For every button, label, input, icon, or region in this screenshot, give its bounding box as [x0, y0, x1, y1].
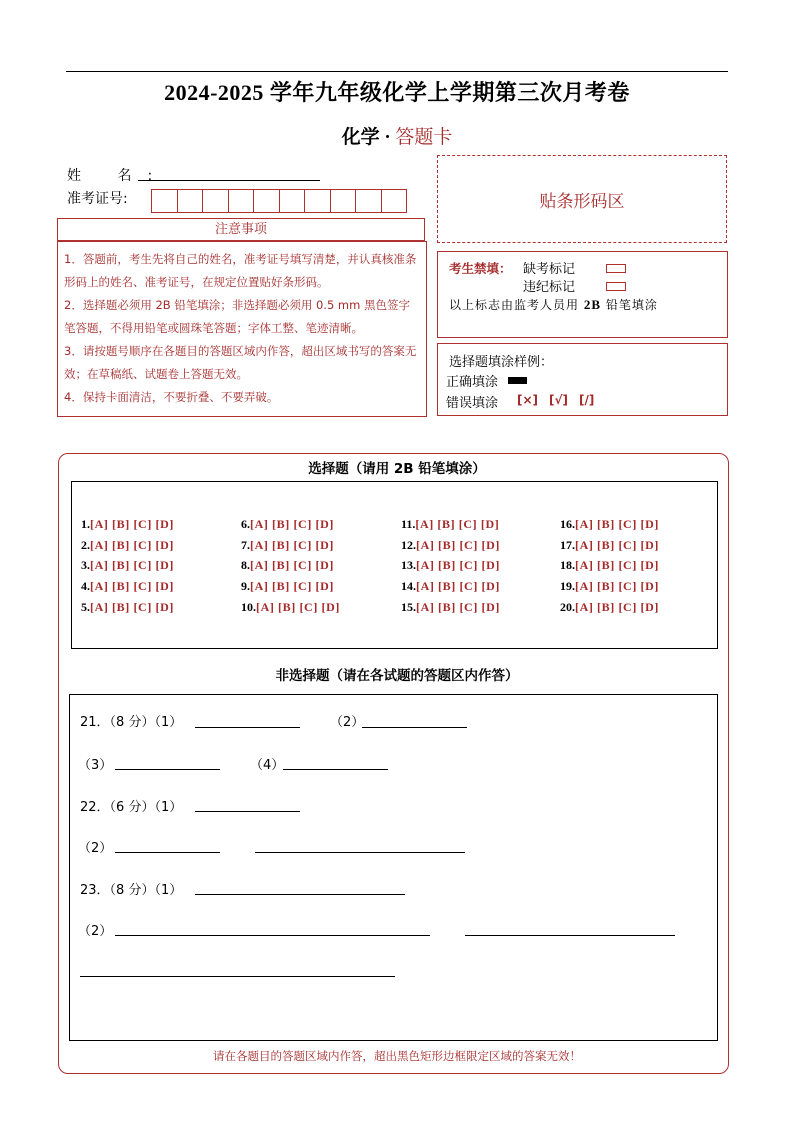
choice-question[interactable]: [81, 597, 174, 618]
question-number: 2.: [81, 537, 90, 552]
q21-1-answer-line[interactable]: [195, 727, 300, 728]
note-item: 2．选择题必须用 2B 铅笔填涂；非选择题必须用 0.5 mm 黑色签字笔答题，不得用铅笔或圆珠笔答题；字体工整、笔迹清晰。: [64, 298, 410, 335]
page-title: 2024-2025 学年九年级化学上学期第三次月考卷: [164, 80, 630, 105]
correct-fill-swatch: [508, 377, 527, 384]
q23-2-answer-line[interactable]: [115, 935, 430, 936]
answer-options[interactable]: [A] [B] [C] [D]: [575, 558, 659, 573]
question-number: 5.: [81, 599, 90, 614]
exam-id-digit-box[interactable]: [330, 189, 357, 213]
question-number: 19.: [560, 579, 575, 594]
exam-id-digit-box[interactable]: [355, 189, 382, 213]
choice-column: [560, 514, 659, 618]
q22-2b-answer-line[interactable]: [255, 852, 465, 853]
q23-2b-answer-line[interactable]: [465, 935, 675, 936]
answer-options[interactable]: [A] [B] [C] [D]: [415, 517, 500, 531]
notes-title-text: 注意事项: [214, 222, 267, 237]
question-number: 8.: [241, 558, 250, 573]
choice-section-title: 选择题（请用 2B 铅笔填涂）: [308, 461, 486, 477]
question-number: 10.: [241, 599, 256, 614]
fill-sample-title: 选择题填涂样例：: [449, 355, 554, 370]
choice-question[interactable]: [401, 597, 500, 618]
wrong-mark: [√]: [549, 393, 569, 407]
question-number: 14.: [401, 579, 416, 594]
barcode-area: 贴条形码区: [437, 155, 727, 243]
answer-options[interactable]: [A] [B] [C] [D]: [90, 517, 174, 531]
q21-2-label: （2）: [330, 715, 365, 730]
choice-question[interactable]: [81, 555, 174, 576]
answer-options[interactable]: [A] [B] [C] [D]: [575, 599, 659, 614]
exam-id-digit-box[interactable]: [151, 189, 178, 213]
answer-options[interactable]: [A] [B] [C] [D]: [250, 579, 334, 594]
answer-options[interactable]: [A] [B] [C] [D]: [575, 579, 659, 594]
absent-mark-box[interactable]: [606, 264, 626, 273]
subject-label: 化学 ·: [341, 127, 396, 148]
exam-id-boxes[interactable]: [151, 189, 406, 212]
question-number: 1.: [81, 517, 90, 531]
q22-2-answer-line[interactable]: [115, 852, 220, 853]
question-number: 12.: [401, 537, 416, 552]
choice-question[interactable]: [241, 514, 340, 535]
q21-2-answer-line[interactable]: [362, 727, 467, 728]
answer-options[interactable]: [A] [B] [C] [D]: [90, 579, 174, 594]
q21-3-answer-line[interactable]: [115, 769, 220, 770]
question-number: 16.: [560, 517, 575, 531]
question-number: 13.: [401, 558, 416, 573]
q23-label: 23．（8 分）（1）: [80, 883, 183, 898]
choice-question[interactable]: [241, 597, 340, 618]
choice-question[interactable]: [241, 576, 340, 597]
open-answer-box: [69, 694, 718, 1041]
absent-mark-label: 缺考标记: [523, 262, 576, 277]
answer-options[interactable]: [A] [B] [C] [D]: [575, 517, 659, 531]
q23-2-label: （2）: [78, 924, 113, 939]
q22-1-answer-line[interactable]: [195, 811, 300, 812]
note-item: 3．请按题号顺序在各题目的答题区域内作答，超出区域书写的答案无效；在草稿纸、试题卷上答题无效。: [64, 344, 417, 381]
question-number: 4.: [81, 579, 90, 594]
note-item: 1．答题前，考生先将自己的姓名，准考证号填写清楚，并认真核准条形码上的姓名、准考证号，在规定位置贴好条形码。: [64, 252, 417, 289]
choice-question[interactable]: [560, 576, 659, 597]
question-number: 9.: [241, 579, 250, 594]
open-section-title: 非选择题（请在各试题的答题区内作答）: [275, 668, 519, 684]
choice-question[interactable]: [560, 514, 659, 535]
exam-id-digit-box[interactable]: [381, 189, 408, 213]
choice-question[interactable]: [560, 555, 659, 576]
choice-column: [241, 514, 340, 618]
q21-4-label: （4）: [250, 758, 285, 773]
choice-question[interactable]: [241, 555, 340, 576]
answer-options[interactable]: [A] [B] [C] [D]: [250, 537, 334, 552]
prohibited-note-text: 以上标志由监考人员用: [449, 298, 580, 312]
prohibited-note-end: 铅笔填涂: [605, 298, 658, 312]
question-number: 20.: [560, 599, 575, 614]
question-number: 17.: [560, 537, 575, 552]
choice-question[interactable]: [401, 576, 500, 597]
question-number: 11.: [401, 517, 416, 531]
top-rule: [66, 71, 728, 72]
q22-2-label: （2）: [78, 841, 113, 856]
answer-options[interactable]: [A] [B] [C] [D]: [256, 599, 340, 614]
page-subtitle: [0, 122, 794, 149]
note-item: 4．保持卡面清洁，不要折叠、不要弄破。: [64, 390, 279, 404]
choice-question[interactable]: [401, 535, 500, 556]
q23-2c-answer-line[interactable]: [80, 976, 395, 977]
answer-options[interactable]: [A] [B] [C] [D]: [416, 579, 500, 594]
choice-question[interactable]: [560, 597, 659, 618]
name-label: 姓 名:: [67, 168, 169, 184]
q22-label: 22．（6 分）（1）: [80, 800, 183, 815]
name-field[interactable]: [138, 180, 320, 181]
exam-id-digit-box[interactable]: [177, 189, 204, 213]
q21-3-label: （3）: [78, 758, 113, 773]
answer-options[interactable]: [A] [B] [C] [D]: [90, 599, 174, 614]
exam-id-digit-box[interactable]: [202, 189, 229, 213]
answer-options[interactable]: [A] [B] [C] [D]: [90, 537, 174, 552]
question-number: 7.: [241, 537, 250, 552]
answer-options[interactable]: [A] [B] [C] [D]: [250, 558, 334, 573]
choice-question[interactable]: [81, 514, 174, 535]
answer-options[interactable]: [A] [B] [C] [D]: [416, 558, 500, 573]
choice-question[interactable]: [401, 555, 500, 576]
exam-id-digit-box[interactable]: [228, 189, 255, 213]
violation-mark-label: 违纪标记: [523, 280, 576, 295]
card-label: 答题卡: [395, 127, 453, 148]
choice-column: [81, 514, 174, 618]
question-number: 15.: [401, 599, 416, 614]
q21-label: 21．（8 分）（1）: [80, 715, 183, 730]
answer-options[interactable]: [A] [B] [C] [D]: [416, 599, 500, 614]
choice-column: [401, 514, 500, 618]
answer-options[interactable]: [A] [B] [C] [D]: [416, 537, 500, 552]
correct-fill-label: 正确填涂: [446, 375, 499, 390]
choice-question[interactable]: [560, 535, 659, 556]
wrong-mark: [/]: [579, 393, 595, 407]
wrong-fill-marks: [517, 393, 605, 407]
question-number: 18.: [560, 558, 575, 573]
question-number: 3.: [81, 558, 90, 573]
prohibited-title: 考生禁填：: [449, 261, 512, 276]
question-number: 6.: [241, 517, 250, 531]
choice-question[interactable]: [401, 514, 500, 535]
choice-question[interactable]: [241, 535, 340, 556]
choice-question[interactable]: [81, 535, 174, 556]
prohibited-note-pencil: 2B: [583, 297, 602, 312]
exam-id-digit-box[interactable]: [279, 189, 306, 213]
answer-options[interactable]: [A] [B] [C] [D]: [575, 537, 659, 552]
exam-id-digit-box[interactable]: [253, 189, 280, 213]
q23-1-answer-line[interactable]: [195, 894, 405, 895]
notes-list: [57, 241, 427, 417]
choice-question[interactable]: [81, 576, 174, 597]
wrong-fill-label: 错误填涂: [446, 396, 499, 411]
exam-id-digit-box[interactable]: [304, 189, 331, 213]
answer-options[interactable]: [A] [B] [C] [D]: [90, 558, 174, 573]
footer-warning: 请在各题目的答题区域内作答，超出黑色矩形边框限定区域的答案无效！: [213, 1049, 581, 1063]
exam-id-label: 准考证号:: [67, 191, 128, 207]
wrong-mark: [×]: [517, 393, 539, 407]
violation-mark-box[interactable]: [606, 282, 626, 291]
answer-options[interactable]: [A] [B] [C] [D]: [250, 517, 334, 531]
notes-title: [57, 218, 425, 241]
q21-4-answer-line[interactable]: [283, 769, 388, 770]
prohibited-note: [449, 296, 658, 313]
